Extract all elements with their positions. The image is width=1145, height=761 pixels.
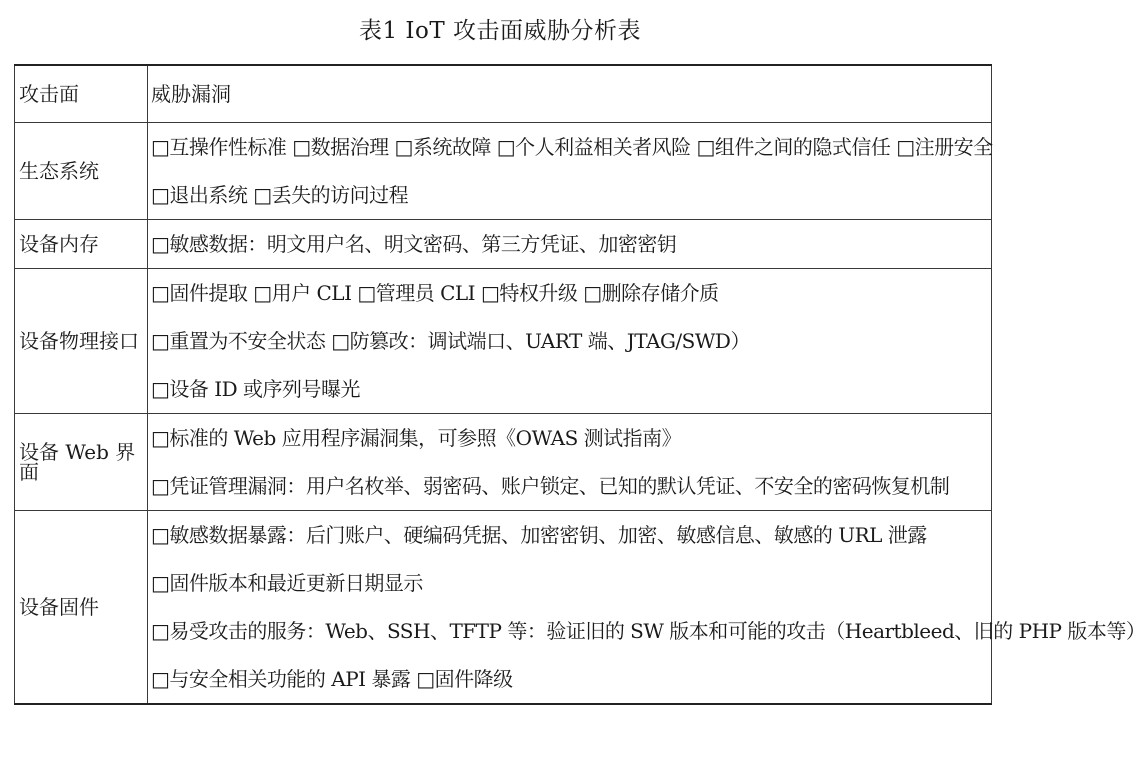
table-row: [15, 511, 992, 705]
table-row: [15, 220, 992, 269]
threat-analysis-table: [14, 64, 1145, 705]
surface-cell: 设备 Web 界面: [15, 414, 148, 511]
threat-line: □重置为不安全状态 □防篡改：调试端口、UART 端、JTAG/SWD）: [151, 329, 750, 353]
threat-line: □互操作性标准 □数据治理 □系统故障 □个人利益相关者风险 □组件之间的隐式信任 □注册安全: [151, 135, 993, 159]
table-caption: 表1 IoT 攻击面威胁分析表: [358, 18, 642, 44]
surface-cell: 生态系统: [15, 123, 148, 220]
threat-line: □退出系统 □丢失的访问过程: [151, 183, 409, 207]
surface-cell: 设备物理接口: [15, 269, 148, 414]
table-row: [15, 269, 992, 414]
threat-line: □敏感数据暴露：后门账户、硬编码凭据、加密密钥、加密、敏感信息、敏感的 URL 泄露: [151, 523, 927, 547]
table-header-row: [15, 65, 992, 123]
threat-line: □敏感数据：明文用户名、明文密码、第三方凭证、加密密钥: [151, 232, 677, 256]
surface-cell: 设备固件: [15, 511, 148, 705]
threat-line: □固件版本和最近更新日期显示: [151, 571, 423, 595]
threat-cell: [148, 220, 992, 269]
threat-cell: [148, 123, 992, 220]
header-threat-vulnerability: 威胁漏洞: [148, 65, 992, 123]
threat-line: □固件提取 □用户 CLI □管理员 CLI □特权升级 □删除存储介质: [151, 281, 719, 305]
table-row: [15, 414, 992, 511]
threat-cell: [148, 511, 1145, 705]
surface-cell: 设备内存: [15, 220, 148, 269]
threat-cell: [148, 414, 992, 511]
threat-line: □易受攻击的服务：Web、SSH、TFTP 等：验证旧的 SW 版本和可能的攻击（Heartbleed、旧的 PHP 版本等）: [151, 619, 1145, 643]
threat-line: □设备 ID 或序列号曝光: [151, 377, 361, 401]
threat-line: □标准的 Web 应用程序漏洞集，可参照《OWAS 测试指南》: [151, 426, 682, 450]
table-row: [15, 123, 992, 220]
threat-line: □凭证管理漏洞：用户名枚举、弱密码、账户锁定、已知的默认凭证、不安全的密码恢复机制: [151, 474, 950, 498]
threat-cell: [148, 269, 992, 414]
threat-line: □与安全相关功能的 API 暴露 □固件降级: [151, 667, 513, 691]
header-attack-surface: 攻击面: [15, 65, 148, 123]
